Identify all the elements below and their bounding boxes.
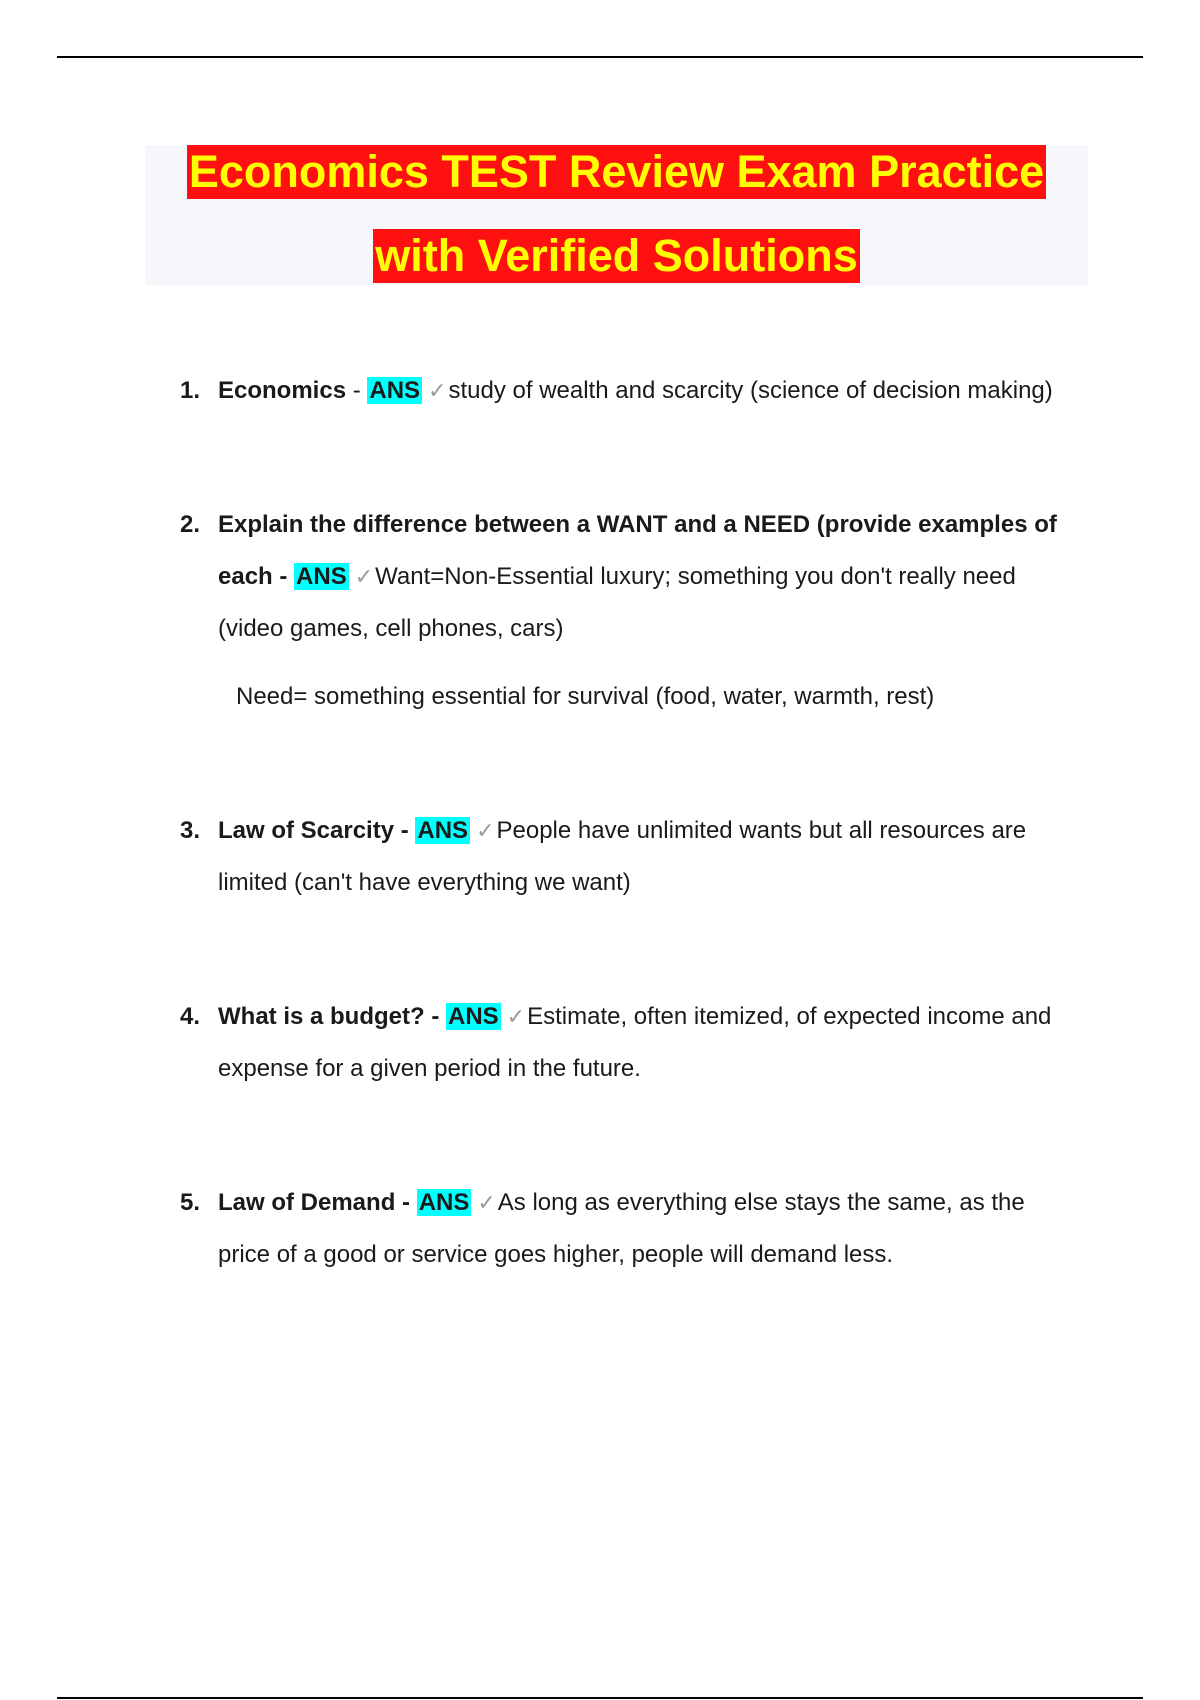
item-number: 4. — [180, 1003, 201, 1030]
check-icon: ✓ — [428, 378, 447, 403]
list-item — [180, 991, 1080, 1095]
qa-list — [180, 365, 1080, 1363]
title-block — [145, 145, 1088, 285]
ans-badge: ANS — [448, 1003, 499, 1030]
separator: - — [272, 563, 295, 590]
ans-badge: ANS — [296, 563, 347, 590]
answer-text: Want=Non-Essential luxury; something you don't really need (video games, cell phones, cars) — [218, 563, 1016, 642]
item-number: 5. — [180, 1189, 201, 1216]
list-item — [180, 805, 1080, 909]
item-number: 1. — [180, 377, 201, 404]
separator: - — [395, 1189, 417, 1216]
separator: - — [394, 817, 416, 844]
question-text: What is a budget? — [218, 1003, 425, 1030]
ans-badge: ANS — [418, 1189, 470, 1216]
bottom-rule — [57, 1697, 1143, 1699]
list-item — [180, 1177, 1080, 1281]
answer-text: study of wealth and scarcity (science of decision making) — [448, 377, 1053, 404]
item-number: 2. — [180, 511, 201, 538]
list-item — [180, 499, 1080, 723]
separator: - — [346, 377, 368, 404]
answer-extra-text: Need= something essential for survival (food, water, warmth, rest) — [236, 683, 935, 710]
top-rule — [57, 56, 1143, 58]
ans-badge: ANS — [417, 817, 469, 844]
question-text: Law of Demand — [218, 1189, 396, 1216]
list-item — [180, 365, 1080, 417]
check-icon: ✓ — [476, 818, 495, 843]
item-number: 3. — [180, 817, 201, 844]
title-line-2: with Verified Solutions — [375, 230, 858, 281]
answer-text: As long as everything else stays the same, as the price of a good or service goes higher, people will demand less. — [218, 1189, 1025, 1268]
separator: - — [424, 1003, 446, 1030]
question-text: Economics — [218, 377, 347, 404]
check-icon: ✓ — [354, 564, 374, 589]
question-text: Explain the difference between a WANT and a NEED (provide examples of each — [218, 511, 1057, 590]
question-text: Law of Scarcity — [218, 817, 395, 844]
answer-text: Estimate, often itemized, of expected income and expense for a given period in the future. — [218, 1003, 1052, 1082]
title-line-1: Economics TEST Review Exam Practice — [188, 146, 1045, 197]
check-icon: ✓ — [506, 1004, 526, 1029]
answer-text: People have unlimited wants but all resources are limited (can't have everything we want) — [218, 817, 1027, 896]
ans-badge: ANS — [369, 377, 421, 404]
check-icon: ✓ — [477, 1190, 496, 1215]
